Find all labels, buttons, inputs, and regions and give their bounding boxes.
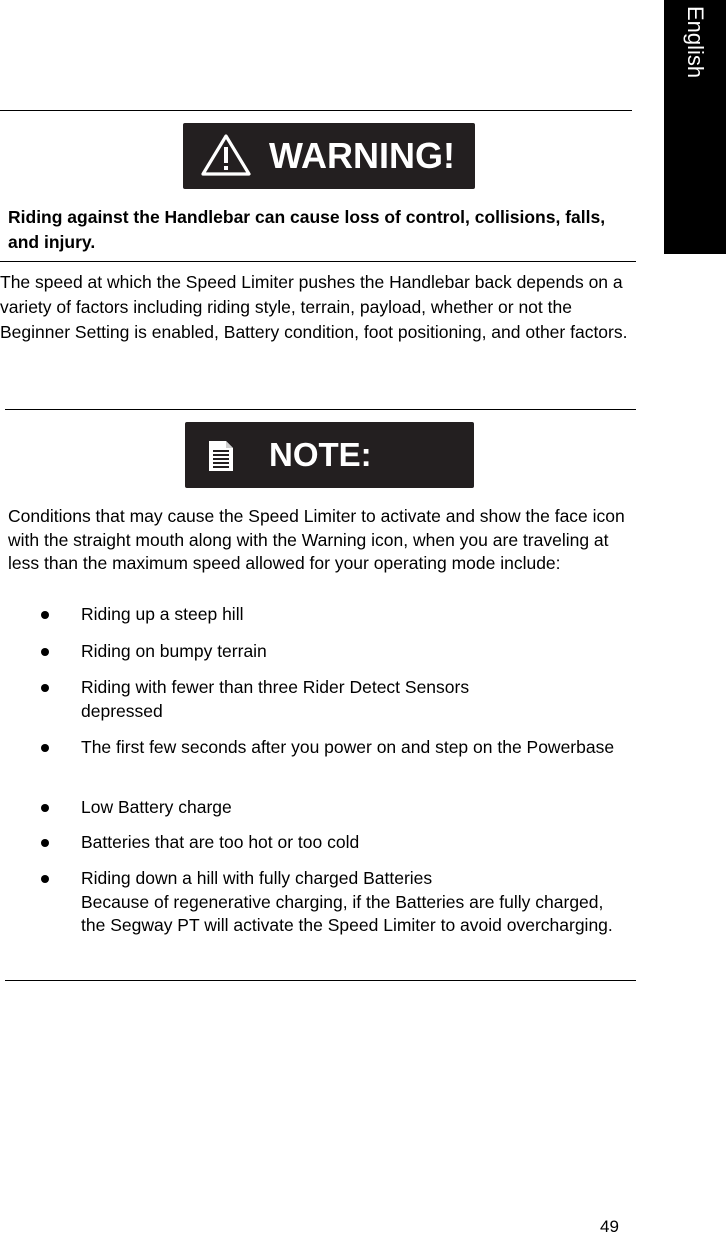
divider-warning-bottom <box>0 261 636 262</box>
warning-text: Riding against the Handlebar can cause loss of control, collisions, falls, and injury. <box>8 207 606 252</box>
page-number: 49 <box>600 1217 619 1236</box>
divider-note-top <box>5 409 636 410</box>
divider-top <box>0 110 632 111</box>
bullet-dot <box>41 611 49 619</box>
note-banner-label: NOTE: <box>269 436 372 473</box>
bullet-dot <box>41 875 49 883</box>
warning-banner <box>183 123 475 189</box>
language-tab <box>664 0 726 254</box>
bullet-dot <box>41 744 49 752</box>
note-banner <box>185 422 474 488</box>
bullet-dot <box>41 684 49 692</box>
bullet-dot <box>41 839 49 847</box>
note-intro: Conditions that may cause the Speed Limiter to activate and show the face icon with the straight mouth along with the Warning icon, when you are traveling at less than the maximum speed allowed for your operating mode include: <box>8 506 625 573</box>
bullet-dot <box>41 804 49 812</box>
language-tab-label: English <box>683 6 708 79</box>
bullet-dot <box>41 648 49 656</box>
warning-triangle-icon <box>200 133 252 177</box>
warning-banner-label: WARNING! <box>269 135 455 176</box>
divider-note-bottom <box>5 980 636 981</box>
note-document-icon <box>206 439 236 473</box>
list-item-detail: Because of regenerative charging, if the Batteries are fully charged, the Segway PT will activate the Speed Limiter to avoid overcharging. <box>81 891 613 935</box>
body-paragraph: The speed at which the Speed Limiter pushes the Handlebar back depends on a variety of factors including riding style, terrain, payload, whether or not the Beginner Setting is enabled, Battery condition, foot positioning, and other factors. <box>0 272 628 342</box>
